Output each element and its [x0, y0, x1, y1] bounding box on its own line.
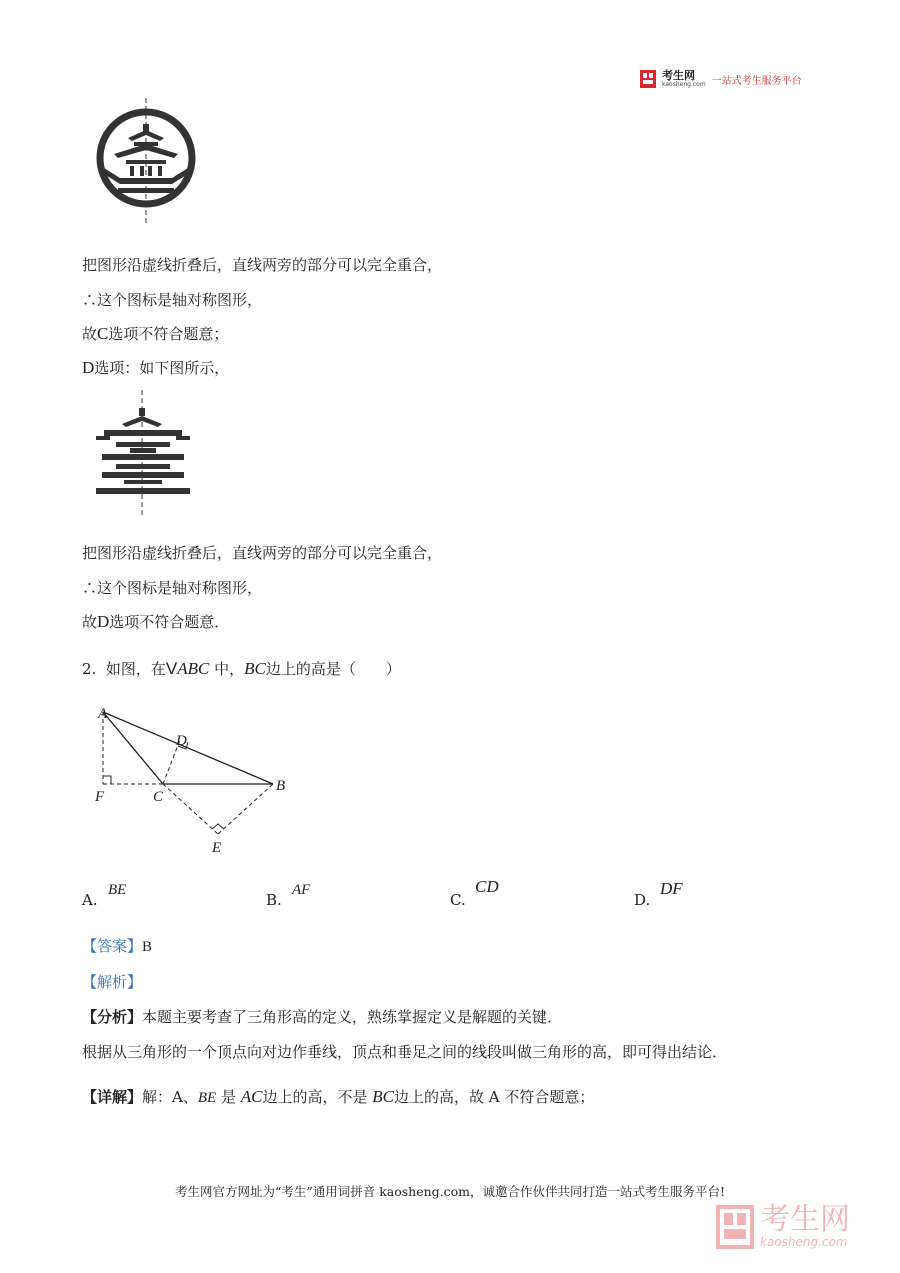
header-slogan: 一站式考生服务平台	[711, 75, 802, 87]
logo-domain: kaosheng.com	[662, 81, 706, 88]
d-label-post: 选项：如下图所示，	[94, 359, 230, 377]
c-conclusion	[82, 324, 228, 344]
option-d-letter[interactable]: D.	[634, 891, 651, 909]
d-conclusion	[82, 612, 229, 632]
option-a-value[interactable]: BE	[108, 882, 127, 898]
detail-tag: 【详解】	[82, 1088, 143, 1106]
detail-mid1: 是	[220, 1088, 236, 1106]
option-a-letter[interactable]: A.	[82, 891, 98, 909]
option-b-letter[interactable]: B.	[266, 891, 282, 909]
d-label-letter: D	[82, 358, 95, 377]
kaosheng-logo-icon	[640, 70, 656, 88]
option-c-letter[interactable]: C.	[450, 891, 466, 909]
detail-bc: BC	[372, 1087, 395, 1106]
analysis-tag: 【解析】	[82, 973, 143, 991]
pagoda-figure	[94, 388, 192, 518]
detail-ac: AC	[240, 1087, 263, 1106]
temple-round-emblem-figure	[90, 96, 202, 226]
answer-line	[82, 936, 152, 957]
d-conclusion-pre: 故	[82, 613, 98, 631]
stem-pre: 如图，在	[105, 660, 166, 678]
detail-mid2: 边上的高，不是	[262, 1088, 368, 1106]
triangle-geometry-figure	[88, 698, 298, 860]
line-eb	[218, 784, 273, 834]
label-e: E	[212, 840, 222, 856]
detail-post: 边上的高，故 A 不符合题意；	[394, 1088, 595, 1106]
right-angle-e	[212, 824, 224, 829]
label-a: A	[98, 706, 108, 722]
label-f: F	[95, 789, 105, 805]
line-ce	[163, 784, 218, 834]
c-therefore-text: ∴这个图标是轴对称图形，	[82, 291, 263, 309]
fenxi-tag: 【分析】	[82, 1008, 143, 1026]
d-therefore-text: ∴这个图标是轴对称图形，	[82, 579, 263, 597]
c-reason-text: 把图形沿虚线折叠后，直线两旁的部分可以完全重合，	[82, 256, 443, 274]
c-conclusion-post: 选项不符合题意；	[108, 325, 229, 343]
answer-tag: 【答案】	[82, 937, 143, 955]
watermark	[716, 1202, 850, 1249]
watermark-logo-icon	[716, 1205, 754, 1249]
d-conclusion-post: 选项不符合题意．	[109, 613, 230, 631]
fenxi-text: 本题主要考查了三角形高的定义，熟练掌握定义是解题的关键．	[142, 1008, 563, 1026]
detail-be: BE	[197, 1090, 217, 1106]
label-c: C	[153, 789, 164, 805]
footer-text: 考生网官方网址为“考生”通用词拼音 kaosheng.com，诚邀合作伙伴共同打造一站式考生服务平台!	[174, 1184, 726, 1199]
label-d: D	[176, 733, 187, 749]
d-conclusion-letter: D	[97, 612, 110, 631]
d-option-label	[82, 358, 229, 378]
option-d-value[interactable]: DF	[660, 879, 683, 898]
triangle-name: ABC	[177, 659, 210, 678]
line-ab	[103, 712, 273, 784]
question-stem	[82, 659, 401, 679]
watermark-name: 考生网	[760, 1202, 850, 1237]
c-conclusion-pre: 故	[82, 325, 98, 343]
logo-name: 考生网	[662, 69, 695, 82]
detail-line	[82, 1087, 594, 1108]
label-b: B	[276, 778, 286, 794]
c-conclusion-letter: C	[97, 324, 109, 343]
d-reason-text: 把图形沿虚线折叠后，直线两旁的部分可以完全重合，	[82, 544, 443, 562]
rule-text: 根据从三角形的一个顶点向对边作垂线，顶点和垂足之间的线段叫做三角形的高，即可得出结论．	[82, 1043, 728, 1061]
fenxi-line	[82, 1007, 562, 1027]
option-b-value[interactable]: AF	[292, 882, 311, 898]
stem-mid: 中，	[214, 660, 245, 678]
stem-post: 边上的高是（ ）	[265, 660, 401, 678]
header-logo	[640, 70, 802, 88]
question-number: 2.	[82, 660, 97, 678]
line-ac	[103, 712, 163, 784]
answer-value: B	[142, 939, 153, 955]
triangle-symbol: V	[165, 659, 178, 678]
detail-pre: 解：A、	[142, 1088, 198, 1106]
watermark-domain: kaosheng.com	[760, 1235, 848, 1249]
stem-side: BC	[244, 659, 266, 678]
option-c-value[interactable]: CD	[475, 877, 499, 896]
right-angle-f	[103, 776, 111, 784]
